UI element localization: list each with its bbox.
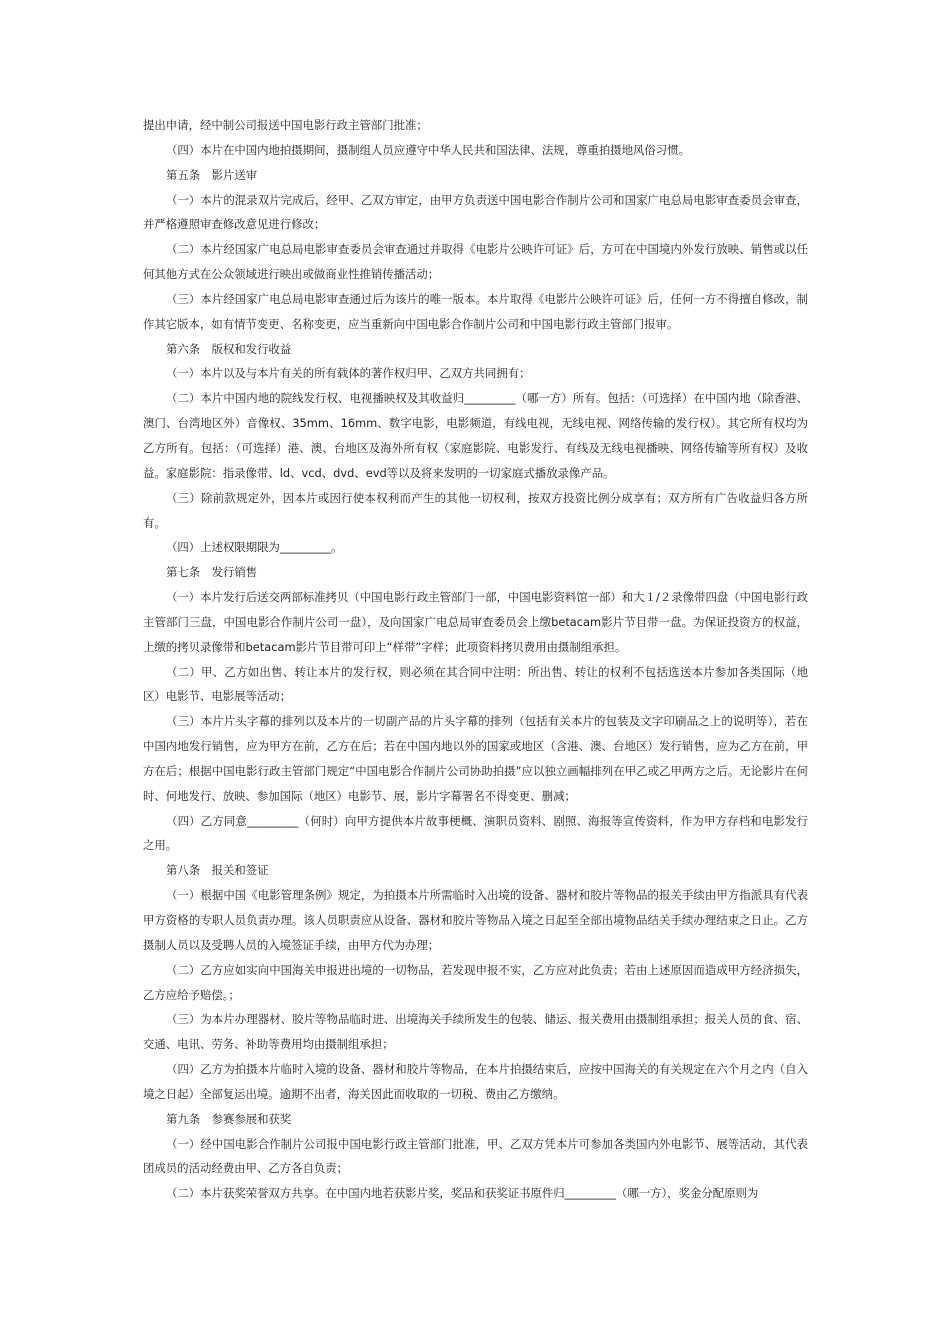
paragraph: （四）乙方为拍摄本片临时入境的设备、器材和胶片等物品，在本片拍摄结束后，应按中国海关的有关规定在六个月之内（自入境之日起）全部复运出境。逾期不出者，海关因此而收取的一切税、费由乙方缴纳。	[143, 1062, 808, 1101]
paragraph: （二）本片中国内地的院线发行权、电视播映权及其收益归_________（哪一方）所有。包括：（可选择）在中国内地（除香港、澳门、台湾地区外）音像权、35mm、16mm、数字电影，电影频道，有线电视，无线电视、网络传输的发行权）。其它所有权均为乙方所有。包括：（可选择）港、澳、台地区及海外所有权（家庭影院、电影发行、有线及无线电视播映、网络传输等所有权）及收益。家庭影院：指录像带、ld、vcd、dvd、evd等以及将来发明的一切家庭式播放录像产品。	[143, 391, 808, 480]
paragraph: （二）乙方应如实向中国海关申报进出境的一切物品，若发现申报不实，乙方应对此负责；若由上述原因而造成甲方经济损失，乙方应给予赔偿。；	[143, 962, 808, 1002]
paragraph: （一）根据中国《电影管理条例》规定，为拍摄本片所需临时入出境的设备、器材和胶片等物品的报关手续由甲方指派具有代表甲方资格的专职人员负责办理。该人员职责应从设备、器材和胶片等物品入境之日起至全部出境物品结关手续办理结束之日止。乙方摄制人员以及受聘人员的入境签证手续，由甲方代为办理；	[143, 888, 808, 952]
paragraph: （一）本片以及与本片有关的所有载体的著作权归甲、乙双方共同拥有；	[166, 366, 531, 381]
paragraph: （三）除前款规定外，因本片或因行使本权利而产生的其他一切权利，按双方投资比例分成享有；双方所有广告收益归各方所有。	[143, 490, 808, 530]
section-heading-9: 第九条 参赛参展和获奖	[166, 1111, 292, 1126]
paragraph: （一）经中国电影合作制片公司报中国电影行政主管部门批准，甲、乙双方凭本片可参加各类国内外电影节、展等活动，其代表团成员的活动经费由甲、乙方各自负责；	[143, 1136, 808, 1176]
paragraph: （三）本片片头字幕的排列以及本片的一切副产品的片头字幕的排列（包括有关本片的包装及文字印刷品之上的说明等），若在中国内地发行销售，应为甲方在前，乙方在后；若在中国内地以外的国家或地区（含港、澳、台地区）发行销售，应为乙方在前，甲方在后；根据中国电影行政主管部门规定“中国电影合作制片公司协助拍摄”应以独立画幅排列在甲乙或乙甲两方之后。无论影片在何时、何地发行、放映、参加国际（地区）电影节、展，影片字幕署名不得变更、删减；	[143, 714, 808, 803]
paragraph: （二）本片获奖荣誉双方共享。在中国内地若获影片奖，奖品和获奖证书原件归_________（哪一方），奖金分配原则为	[166, 1186, 759, 1201]
document-page	[143, 113, 808, 1206]
section-heading-8: 第八条 报关和签证	[166, 863, 269, 878]
paragraph: （一）本片的混录双片完成后，经甲、乙双方审定，由甲方负责送中国电影合作制片公司和国家广电总局电影审查委员会审查，并严格遵照审查修改意见进行修改；	[143, 192, 808, 232]
paragraph: （四）本片在中国内地拍摄期间，摄制组人员应遵守中华人民共和国法律、法规，尊重拍摄地风俗习惯。	[166, 142, 690, 157]
paragraph: 提出申请，经中制公司报送中国电影行政主管部门批准；	[143, 118, 428, 132]
paragraph: （三）为本片办理器材、胶片等物品临时进、出境海关手续所发生的包装、储运、报关费用由摄制组承担；报关人员的食、宿、交通、电讯、劳务、补助等费用均由摄制组承担；	[143, 1012, 808, 1052]
section-heading-6: 第六条 版权和发行收益	[166, 341, 292, 356]
paragraph: （一）本片发行后送交两部标准拷贝（中国电影行政主管部门一部，中国电影资料馆一部）和大１/２录像带四盘（中国电影行政主管部门三盘，中国电影合作制片公司一盘），及向国家广电总局审查委员会上缴betacam影片节目带一盘。为保证投资方的权益，上缴的拷贝录像带和betacam影片节目带可印上“样带”字样；此项资料拷贝费用由摄制组承担。	[143, 590, 808, 654]
section-heading-7: 第七条 发行销售	[166, 565, 258, 580]
paragraph: （二）本片经国家广电总局电影审查委员会审查通过并取得《电影片公映许可证》后，方可在中国境内外发行放映、销售或以任何其他方式在公众领域进行映出或做商业性推销传播活动；	[143, 242, 808, 282]
section-heading-5: 第五条 影片送审	[166, 167, 258, 182]
paragraph: （四）上述权限期限为_________。	[166, 540, 343, 555]
paragraph: （二）甲、乙方如出售、转让本片的发行权，则必须在其合同中注明：所出售、转让的权利不包括选送本片参加各类国际（地区）电影节、电影展等活动；	[143, 664, 808, 704]
paragraph: （三）本片经国家广电总局电影审查通过后为该片的唯一版本。本片取得《电影片公映许可证》后，任何一方不得擅自修改，制作其它版本，如有情节变更、名称变更，应当重新向中国电影合作制片公司和中国电影行政主管部门报审。	[143, 291, 808, 331]
paragraph: （四）乙方同意_________（何时）向甲方提供本片故事梗概、演职员资料、剧照、海报等宣传资料，作为甲方存档和电影发行之用。	[143, 813, 808, 853]
